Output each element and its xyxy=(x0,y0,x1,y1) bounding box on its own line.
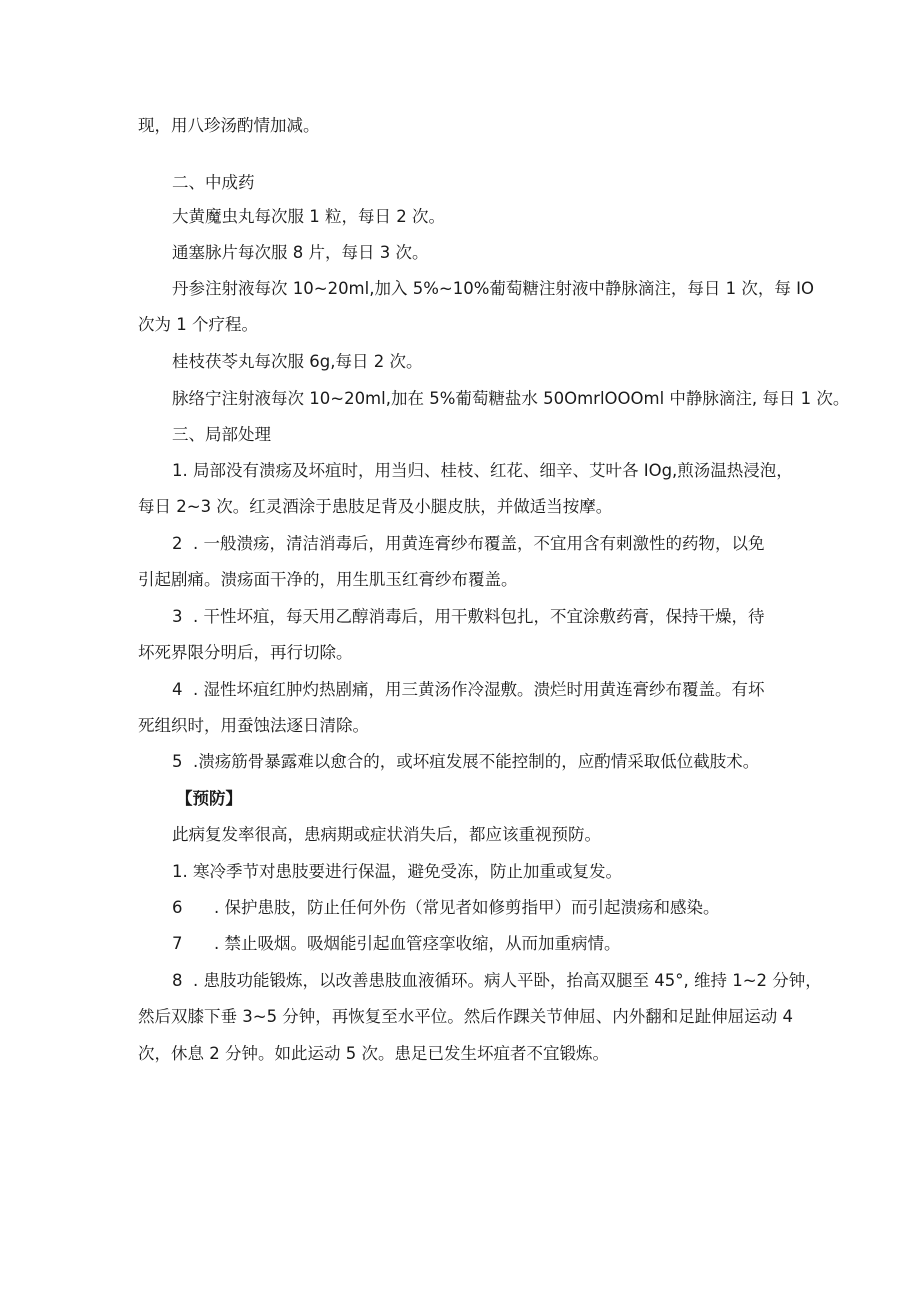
text-line: 每日 2~3 次。红灵酒涂于患肢足背及小腿皮肤，并做适当按摩。 xyxy=(138,497,613,516)
text-line: 7 . 禁止吸烟。吸烟能引起血管痉挛收缩，从而加重病情。 xyxy=(172,934,621,953)
text-line: 桂枝茯苓丸每次服 6g,每日 2 次。 xyxy=(172,352,423,371)
text-line: 2 . 一般溃疡，清洁消毒后，用黄连膏纱布覆盖，不宜用含有刺激性的药物，以免 xyxy=(172,534,765,553)
text-line: 8 . 患肢功能锻炼，以改善患肢血液循环。病人平卧，抬高双腿至 45°, 维持 1~2 分钟， xyxy=(172,971,822,990)
text-line: 次为 1 个疗程。 xyxy=(138,315,258,334)
text-line: 1. 寒冷季节对患肢要进行保温，避免受冻，防止加重或复发。 xyxy=(172,862,622,881)
text-line: 脉络宁注射液每次 10~20ml,加在 5%葡萄糖盐水 50OmrlOOOml 中静脉滴注, 每日 1 次。 xyxy=(172,389,850,408)
text-line: 此病复发率很高，患病期或症状消失后，都应该重视预防。 xyxy=(172,825,601,844)
text-line: 现，用八珍汤酌情加减。 xyxy=(138,116,320,135)
text-line: 坏死界限分明后，再行切除。 xyxy=(138,643,353,662)
text-line: 6 . 保护患肢，防止任何外伤（常见者如修剪指甲）而引起溃疡和感染。 xyxy=(172,898,720,917)
text-line: 丹参注射液每次 10~20ml,加入 5%~10%葡萄糖注射液中静脉滴注，每日 1 次，每 IO xyxy=(172,279,814,298)
text-line: 4 . 湿性坏疽红肿灼热剧痛，用三黄汤作冷湿敷。溃烂时用黄连膏纱布覆盖。有坏 xyxy=(172,680,765,699)
text-line: 然后双膝下垂 3~5 分钟，再恢复至水平位。然后作踝关节伸屈、内外翻和足趾伸屈运动 4 xyxy=(138,1007,794,1026)
text-line: 5 .溃疡筋骨暴露难以愈合的，或坏疽发展不能控制的，应酌情采取低位截肢术。 xyxy=(172,752,760,771)
text-line: 3 . 干性坏疽，每天用乙醇消毒后，用干敷料包扎，不宜涂敷药膏，保持干燥，待 xyxy=(172,607,765,626)
text-line: 次，休息 2 分钟。如此运动 5 次。患足已发生坏疽者不宜锻炼。 xyxy=(138,1044,609,1063)
text-line: 1. 局部没有溃疡及坏疽时，用当归、桂枝、红花、细辛、艾叶各 IOg,煎汤温热浸泡， xyxy=(172,461,793,480)
section-heading-prevention: 【预防】 xyxy=(176,789,242,808)
section-heading: 三、局部处理 xyxy=(172,425,271,444)
text-line: 引起剧痛。溃疡面干净的，用生肌玉红膏纱布覆盖。 xyxy=(138,570,518,589)
text-line: 通塞脉片每次服 8 片，每日 3 次。 xyxy=(172,243,429,262)
section-heading: 二、中成药 xyxy=(172,173,255,192)
text-line: 大黄魔虫丸每次服 1 粒，每日 2 次。 xyxy=(172,207,445,226)
text-line: 死组织时，用蚕蚀法逐日清除。 xyxy=(138,716,369,735)
